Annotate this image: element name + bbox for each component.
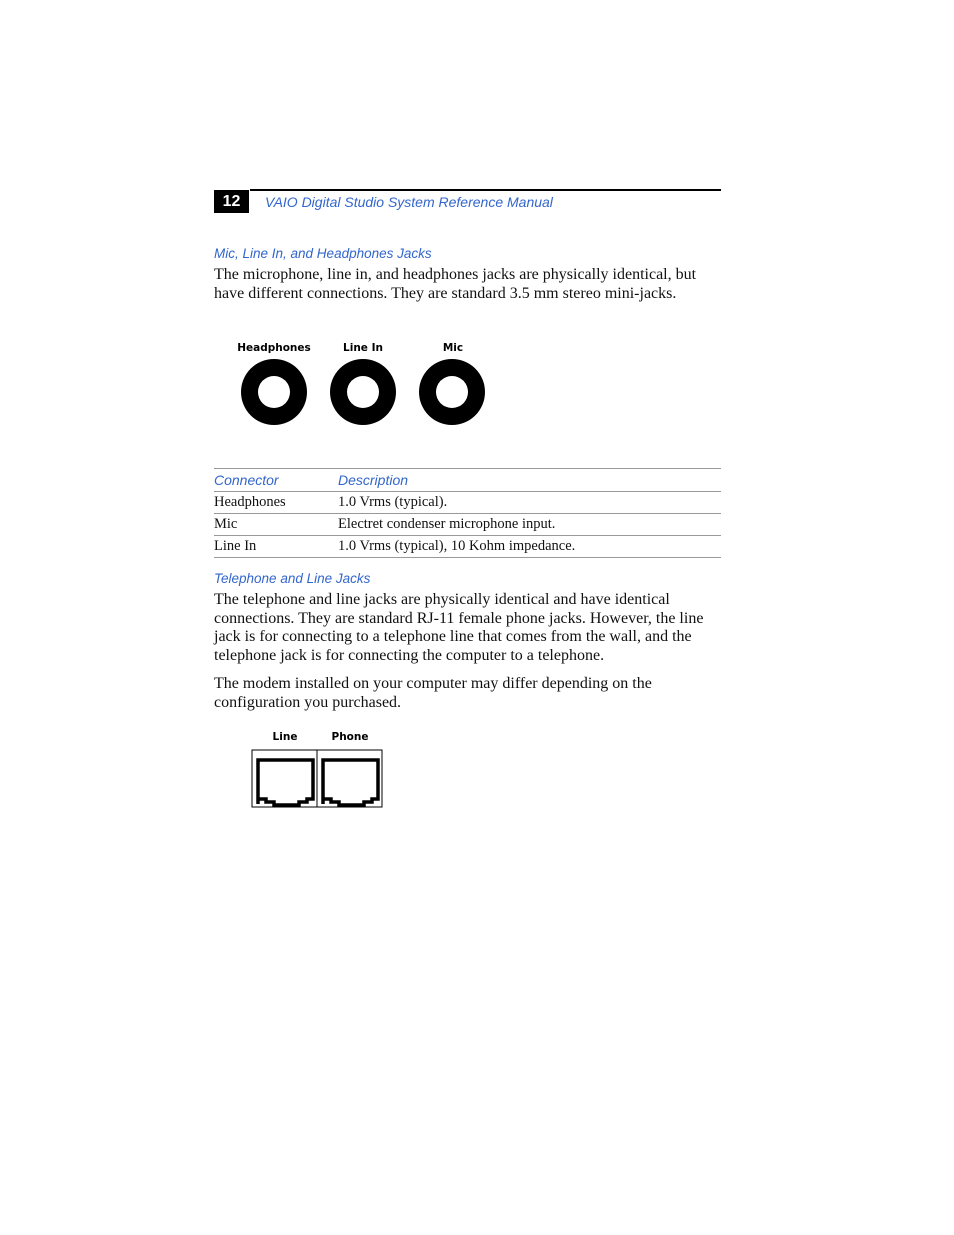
column-header-description: Description — [338, 469, 721, 492]
section-heading-audio-jacks: Mic, Line In, and Headphones Jacks — [214, 246, 432, 261]
table-header-row — [214, 469, 721, 492]
header-rule — [250, 189, 721, 191]
section-heading-telephone-jacks: Telephone and Line Jacks — [214, 571, 371, 586]
description-cell: Electret condenser microphone input. — [338, 514, 721, 536]
line-in-jack-label: Line In — [343, 342, 383, 354]
headphones-jack-icon — [241, 359, 307, 425]
table-row — [214, 492, 721, 514]
mic-jack-icon — [419, 359, 485, 425]
connector-cell: Mic — [214, 514, 338, 536]
mic-jack-label: Mic — [442, 342, 464, 354]
line-jack-label: Line — [272, 731, 298, 743]
connector-cell: Line In — [214, 536, 338, 558]
column-header-connector: Connector — [214, 469, 338, 492]
modem-note-paragraph: The modem installed on your computer may differ depending on the configuration you purchased. — [214, 675, 652, 711]
line-jack-icon — [252, 750, 317, 807]
connector-cell: Headphones — [214, 492, 338, 514]
running-title: VAIO Digital Studio System Reference Manual — [265, 194, 553, 210]
telephone-jacks-paragraph: The telephone and line jacks are physically identical and have identical connections. They are standard RJ-11 female phone jacks. However, the line jack is for connecting to a telephone line that comes from the wall, and the telephone jack is for connecting the computer to a telephone. — [214, 591, 704, 665]
phone-jack-label: Phone — [331, 731, 369, 743]
connector-table — [214, 468, 721, 558]
headphones-jack-label: Headphones — [237, 342, 311, 354]
audio-jacks-paragraph: The microphone, line in, and headphones jacks are physically identical, but have different connections. They are standard 3.5 mm stereo mini-jacks. — [214, 266, 697, 302]
phone-jack-icon — [317, 750, 382, 807]
description-cell: 1.0 Vrms (typical). — [338, 492, 721, 514]
rj11-jacks-figure — [251, 749, 383, 809]
page-number: 12 — [214, 190, 249, 213]
table-row — [214, 536, 721, 558]
description-cell: 1.0 Vrms (typical), 10 Kohm impedance. — [338, 536, 721, 558]
table-row — [214, 514, 721, 536]
line-in-jack-icon — [330, 359, 396, 425]
